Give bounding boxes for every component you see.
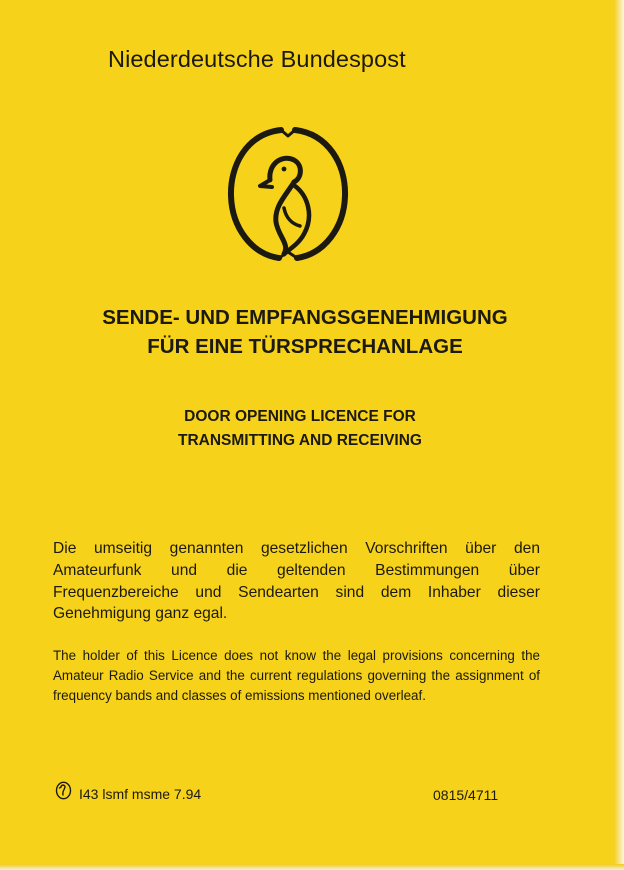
- small-swan-mark-icon: [55, 781, 72, 800]
- swan-emblem-icon: [224, 124, 352, 264]
- title-german-line-1: SENDE- UND EMPFANGSGENEHMIGUNG: [102, 306, 508, 329]
- paper-edge-right: [614, 0, 624, 870]
- title-german-line-2: FÜR EINE TÜRSPRECHANLAGE: [147, 335, 463, 358]
- form-number: 0815/4711: [433, 787, 499, 803]
- body-text-german: Die umseitig genannten gesetzlichen Vorschriften über den Amateurfunk und die geltenden Bestimmungen über Frequenzbereiche und Sendearten sind dem Inhaber dieser Genehmigung ganz egal.: [53, 540, 540, 623]
- licence-title-german: [70, 303, 540, 361]
- licence-title-english: [100, 405, 500, 453]
- issuing-authority: Niederdeutsche Bundespost: [108, 46, 406, 72]
- body-text-english: The holder of this Licence does not know the legal provisions concerning the Amateur Radio Service and the current regulations governing the assignment of frequency bands and classes of emissions mentioned overleaf.: [53, 648, 540, 703]
- paper-edge-bottom: [0, 864, 624, 870]
- print-code: I43 lsmf msme 7.94: [79, 786, 202, 802]
- title-english-line-2: TRANSMITTING AND RECEIVING: [178, 432, 422, 449]
- title-english-line-1: DOOR OPENING LICENCE FOR: [184, 408, 416, 425]
